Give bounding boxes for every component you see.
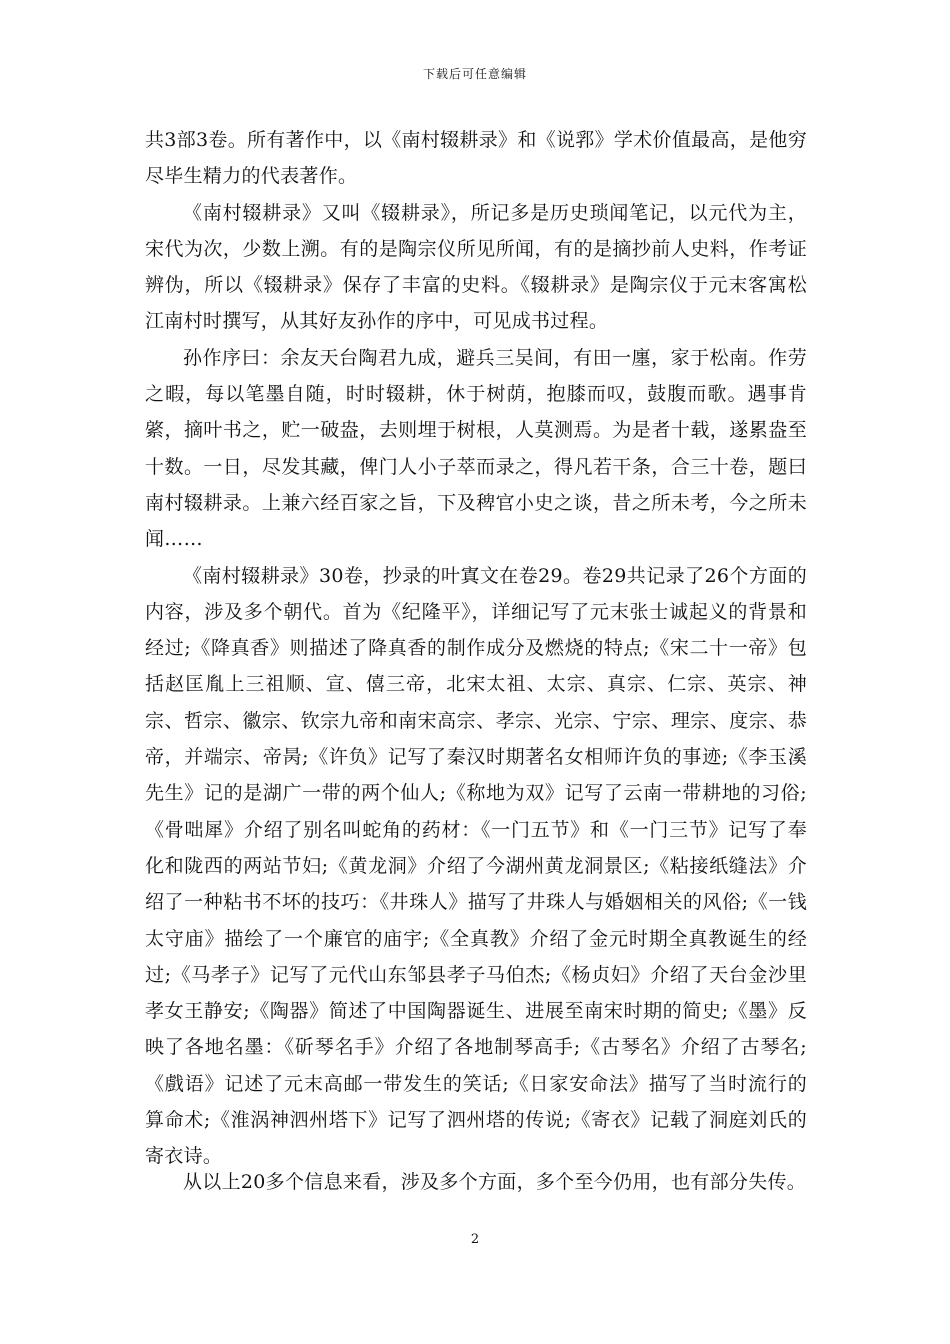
paragraph-closing: 从以上20多个信息来看，涉及多个方面，多个至今仍用，也有部分失传。 [183,1171,807,1193]
paragraph-continuation: 共3部3卷。所有著作中，以《南村辍耕录》和《说郛》学术价值最高，是他穷尽毕生精力的代表著作。 [145,129,807,188]
paragraph-volume-29-contents: 《南村辍耕录》30卷，抄录的叶寘文在卷29。卷29共记录了26个方面的内容，涉及多个朝代。首为《纪隆平》，详细记写了元末张士诚起义的背景和经过;《降真香》则描述了降真香的制作成分及燃烧的特点;《宋二十一帝》包括赵匡胤上三祖顺、宣、僖三帝，北宋太祖、太宗、真宗、仁宗、英宗、神宗、哲宗、徽宗、钦宗九帝和南宋高宗、孝宗、光宗、宁宗、理宗、度宗、恭帝，并端宗、帝昺;《许负》记写了秦汉时期著名女相师许负的事迹;《李玉溪先生》记的是湖广一带的两个仙人;《称地为双》记写了云南一带耕地的习俗;《骨咄犀》介绍了别名叫蛇角的药材：《一门五节》和《一门三节》记写了奉化和陇西的两站节妇;《黄龙洞》介绍了今湖州黄龙洞景区;《粘接纸缝法》介绍了一种粘书不坏的技巧：《井珠人》描写了井珠人与婚姻相关的风俗;《一钱太守庙》描绘了一个廉官的庙宇;《全真教》介绍了金元时期全真教诞生的经过;《马孝子》记写了元代山东邹县孝子马伯杰;《杨贞妇》介绍了天台金沙里孝女王静安;《陶器》简述了中国陶器诞生、进展至南宋时期的简史;《墨》反映了各地名墨：《斫琴名手》介绍了各地制琴高手;《古琴名》介绍了古琴名;《戲语》记述了元末高邮一带发生的笑话;《日家安命法》描写了当时流行的算命术;《淮涡神泗州塔下》记写了泗州塔的传说;《寄衣》记载了洞庭刘氏的寄衣诗。 [145,564,807,1168]
paragraph-sunzuo-preface: 孙作序曰：余友天台陶君九成，避兵三吴间，有田一廛，家于松南。作劳之暇，每以笔墨自随，时时辍耕，休于树荫，抱膝而叹，鼓腹而歌。遇事肯綮，摘叶书之，贮一破盎，去则埋于树根，人莫测焉。为是者十载，遂累盎至十数。一日，尽发其藏，俾门人小子萃而录之，得凡若干条，合三十卷，题曰南村辍耕录。上兼六经百家之旨，下及稗官小史之谈，昔之所未考，今之所未闻…… [145,346,807,551]
page-number: 2 [470,1232,480,1247]
page-header: 下载后可任意编辑 [422,67,527,81]
body-text [145,122,807,1175]
paragraph-chuogenglu-intro: 《南村辍耕录》又叫《辍耕录》，所记多是历史琐闻笔记，以元代为主，宋代为次，少数上溯。有的是陶宗仪所见所闻，有的是摘抄前人史料，作考证辨伪，所以《辍耕录》保存了丰富的史料。《辍耕录》是陶宗仪于元末客寓松江南村时撰写，从其好友孙作的序中，可见成书过程。 [145,201,807,333]
